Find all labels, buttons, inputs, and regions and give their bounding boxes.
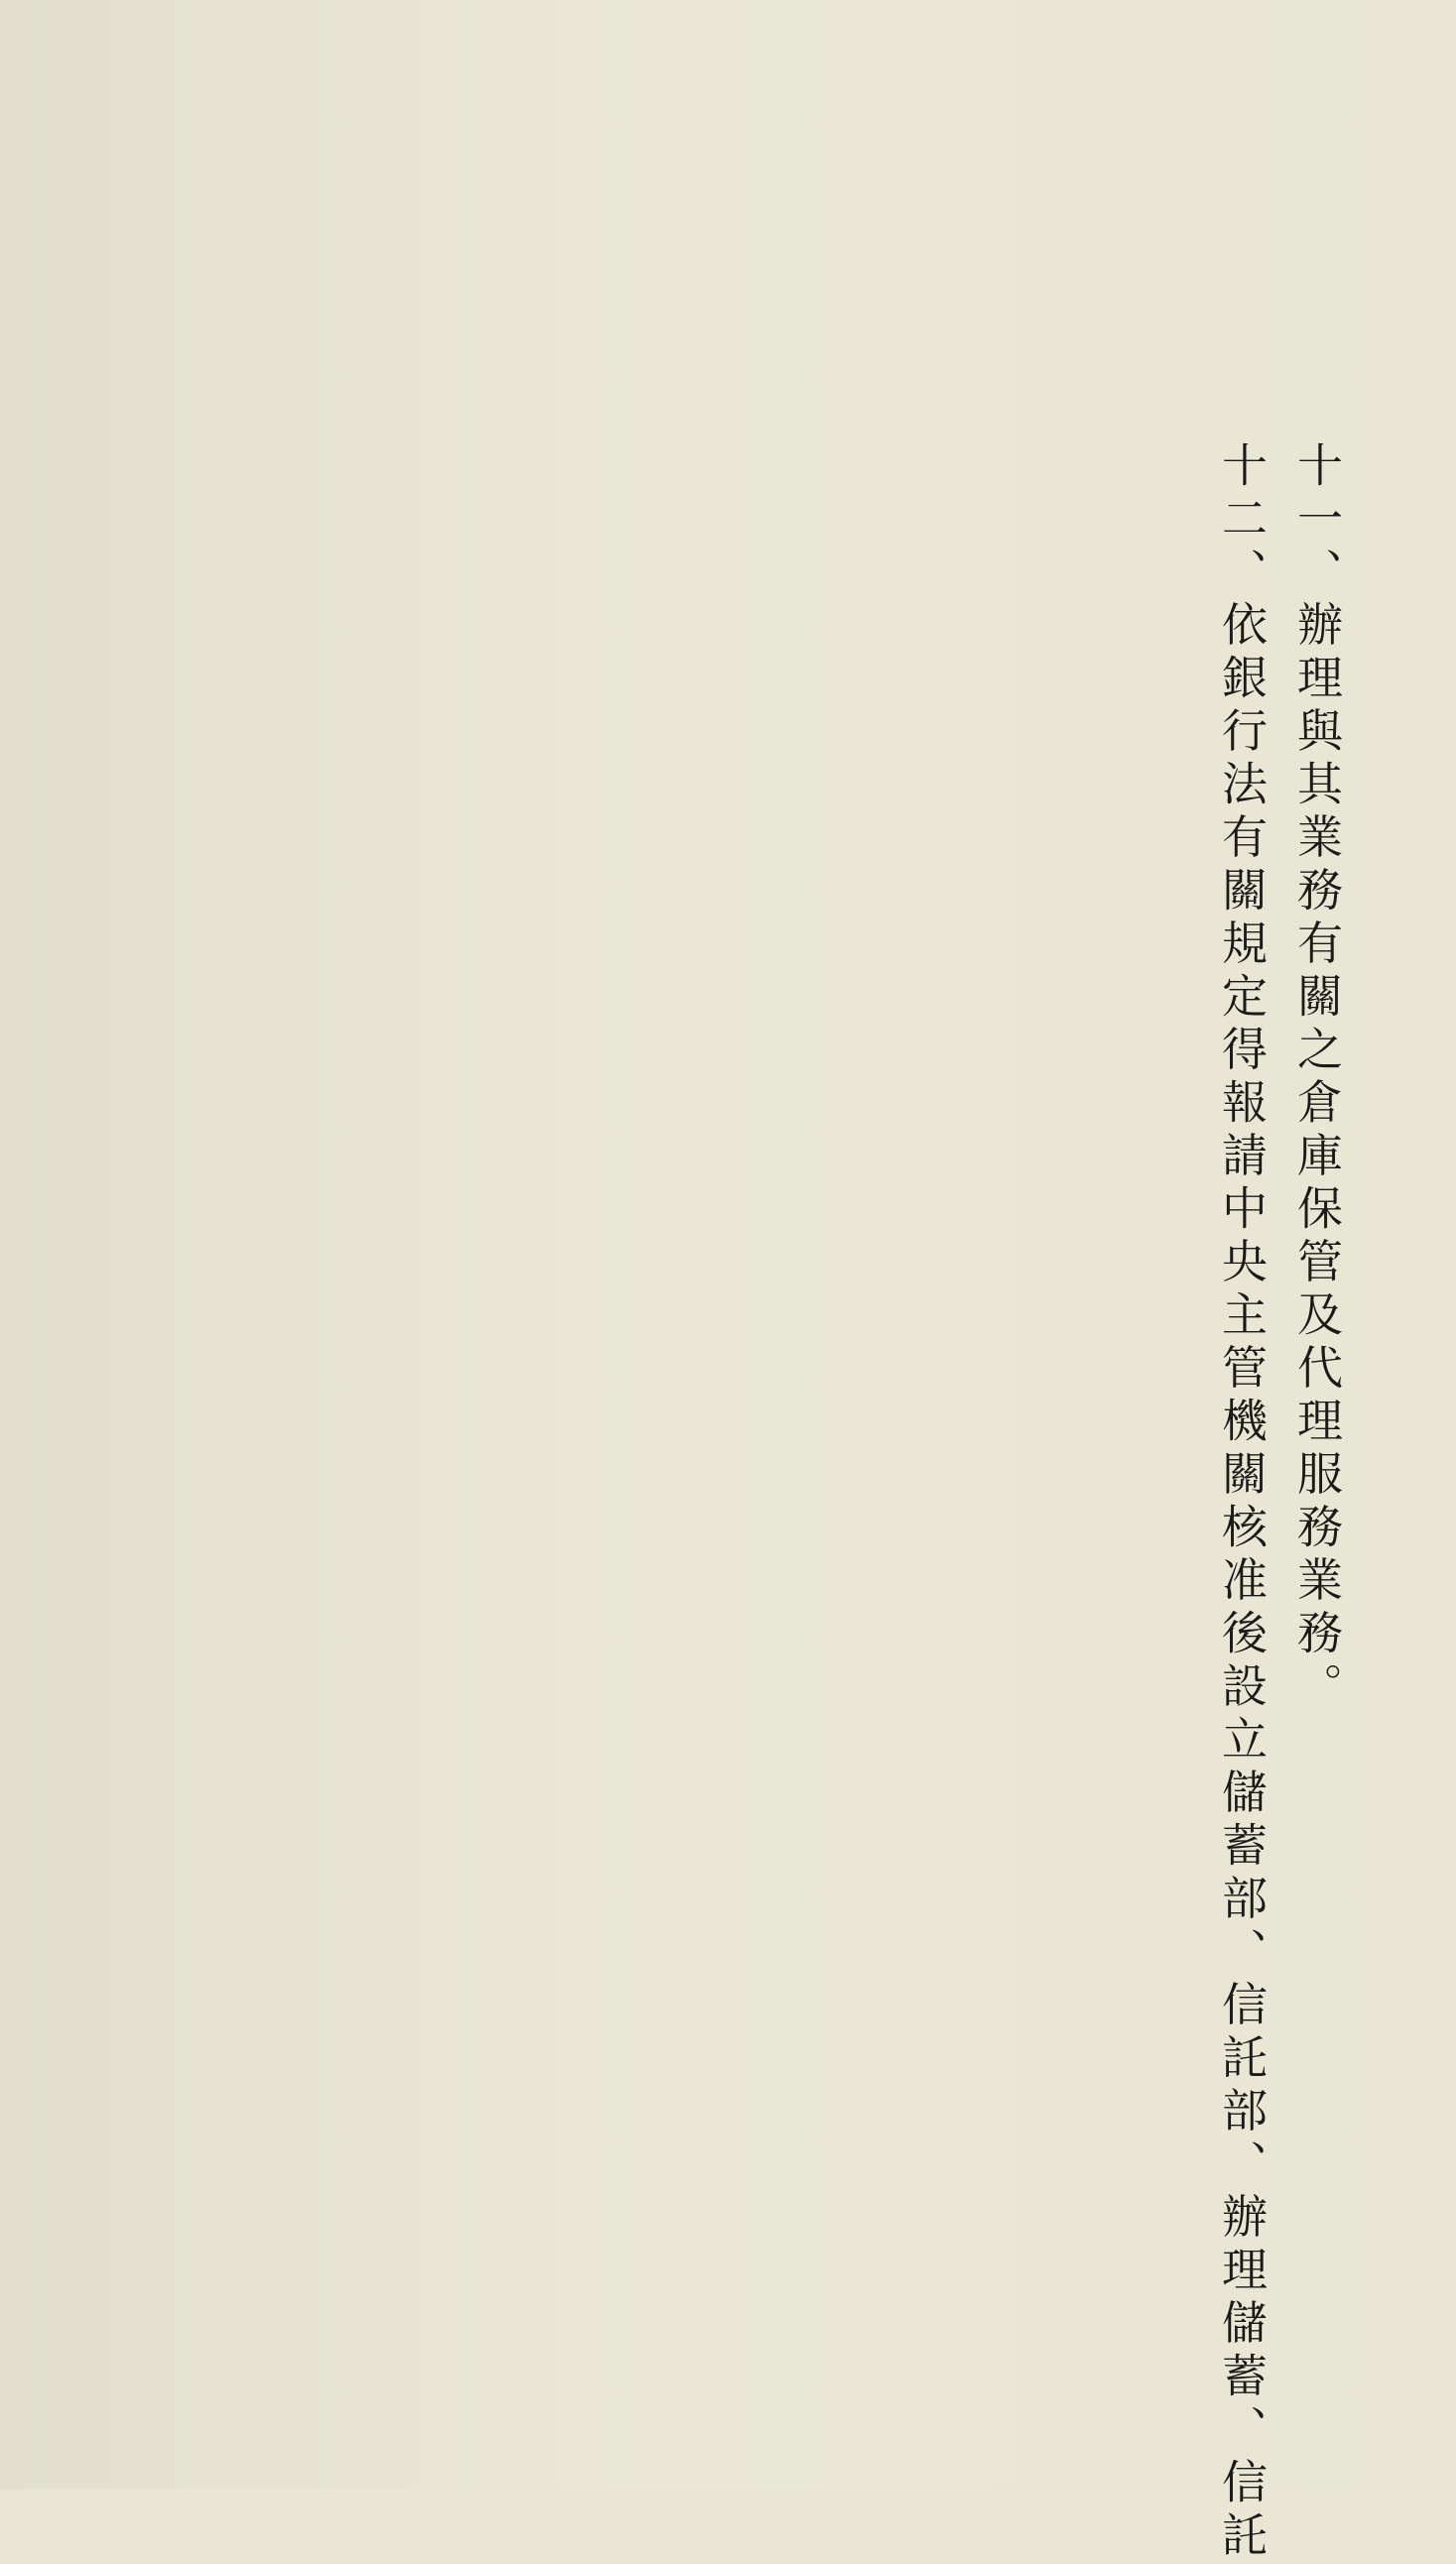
text-line-item-11: 十一、辦理與其業務有關之倉庫保管及代理服務業務。 <box>1290 441 1344 1715</box>
text-line-item-12: 十二、依銀行法有關規定得報請中央主管機關核准後設立儲蓄部、信託部、辦理儲蓄、信託 <box>1215 441 1269 2564</box>
